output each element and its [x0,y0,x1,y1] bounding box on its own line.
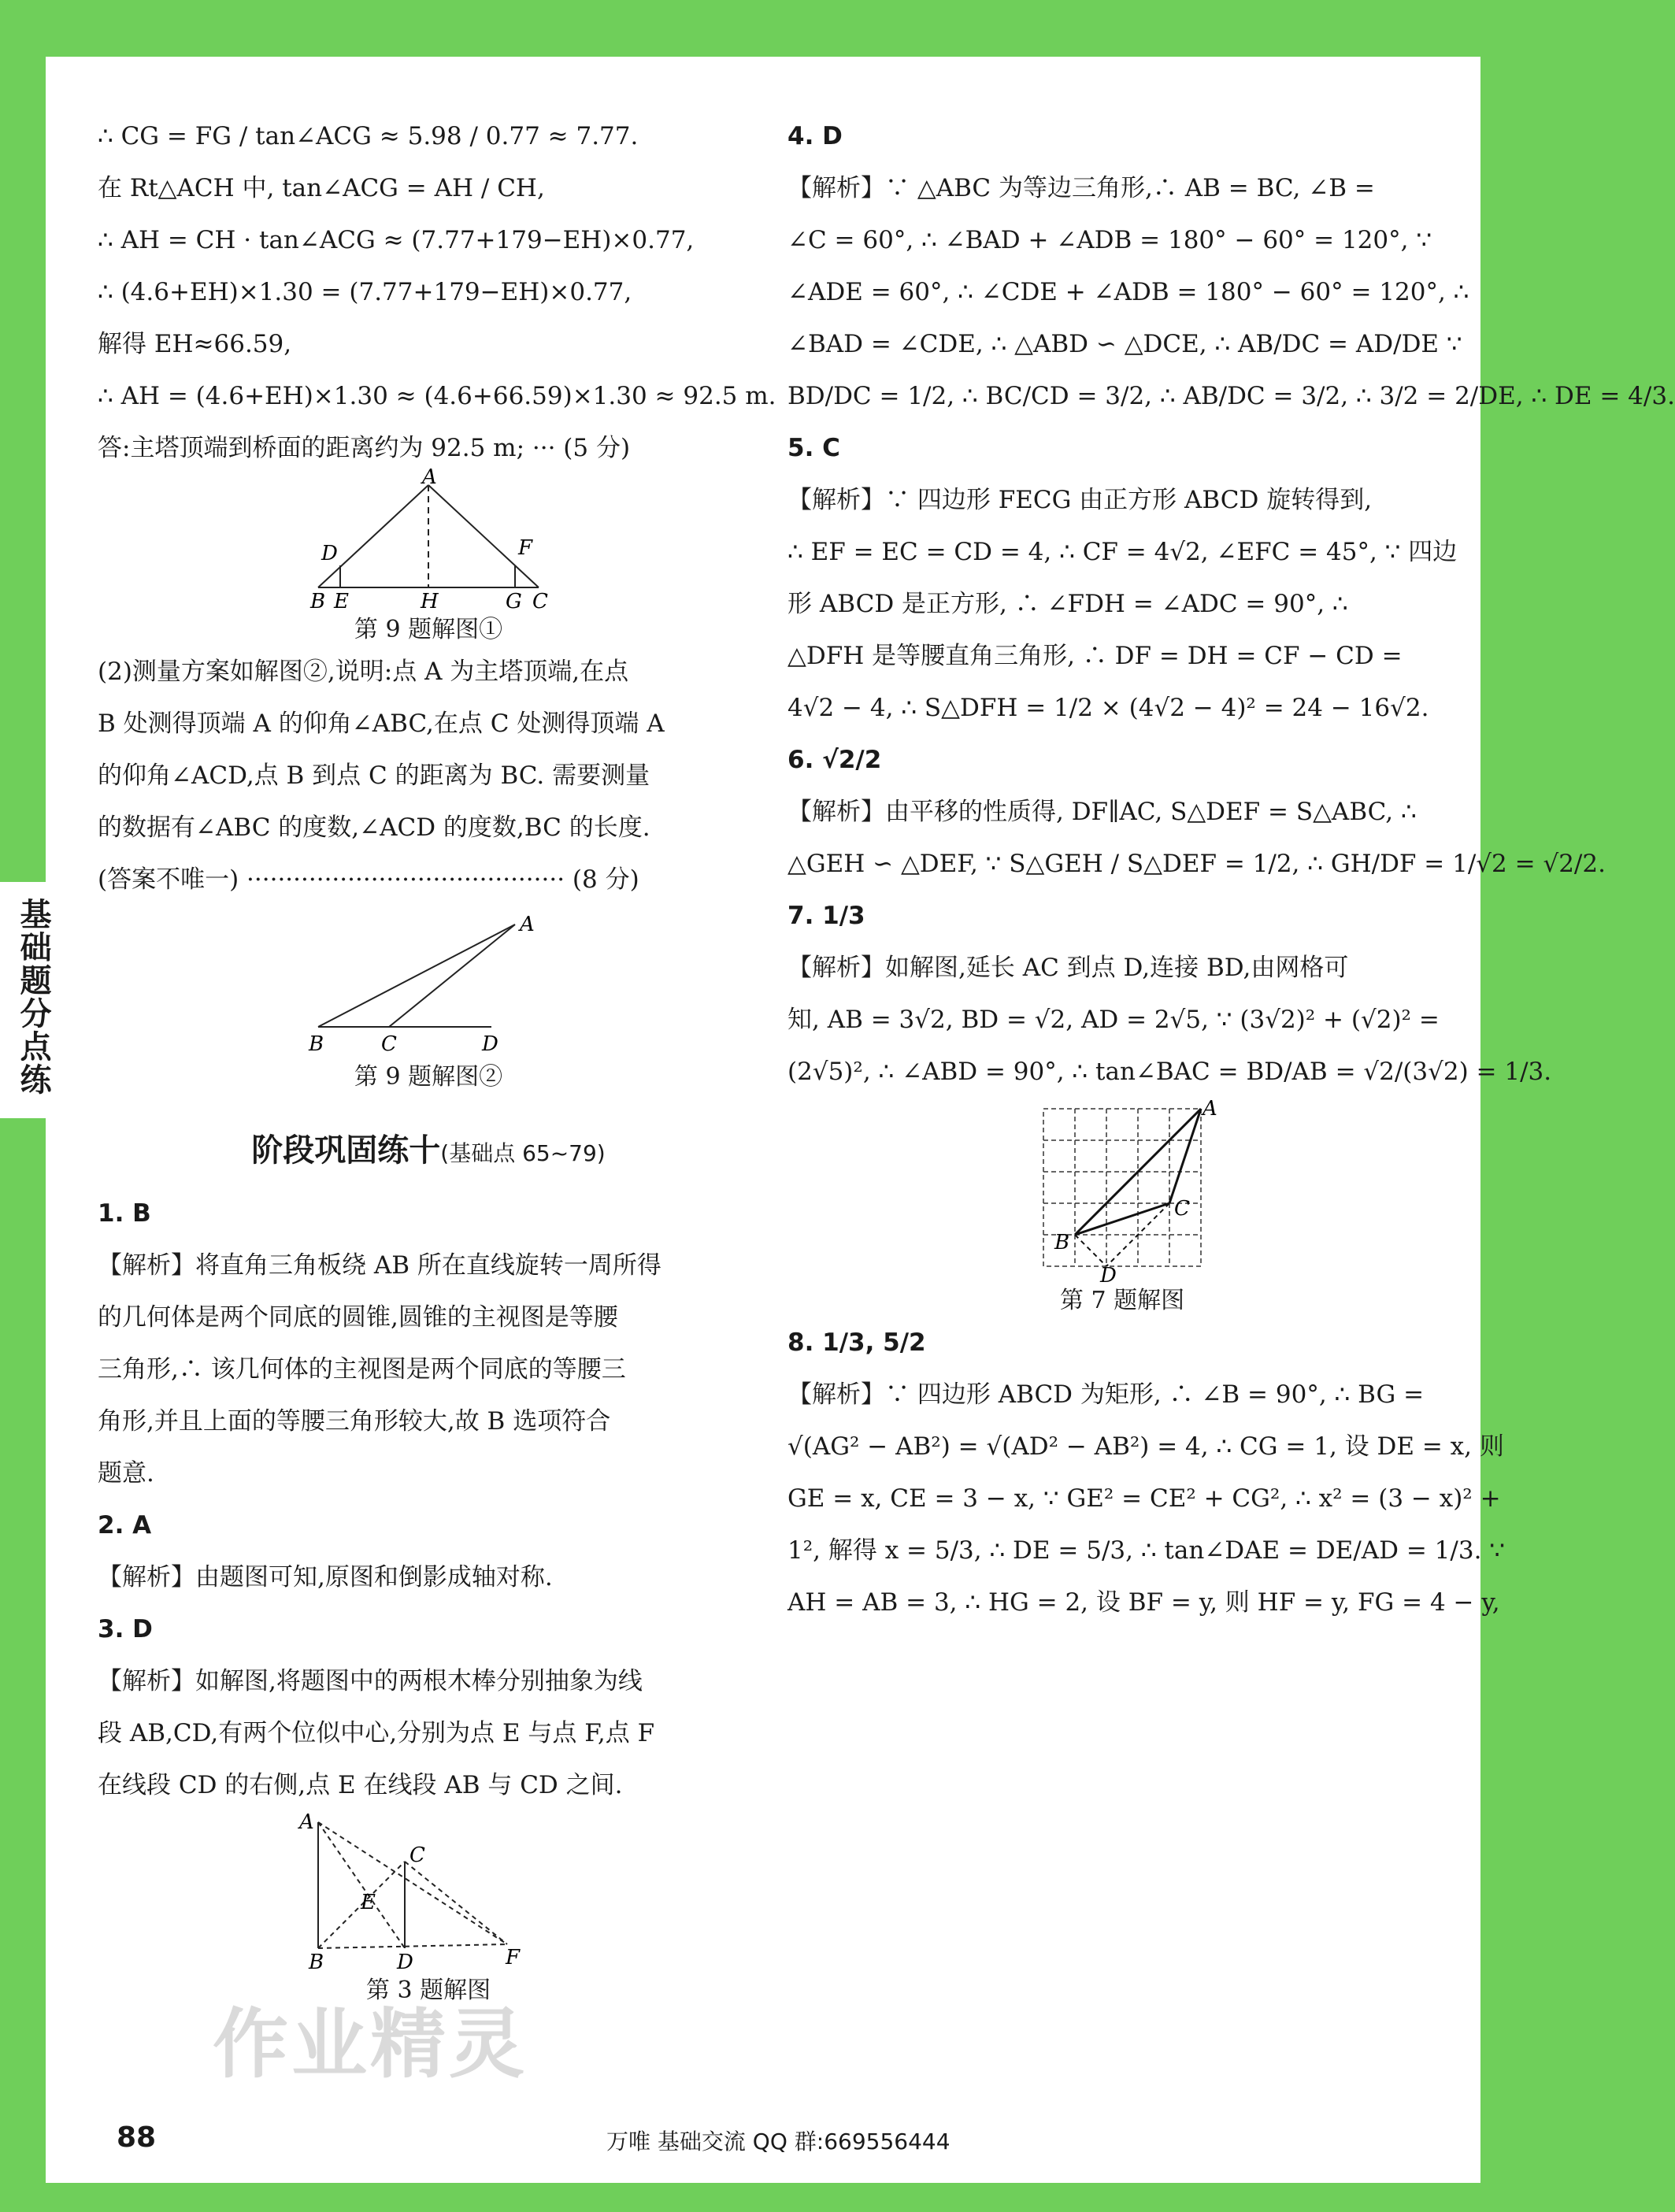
text-line: 解得 EH≈66.59, [98,330,292,358]
label-c: C [532,590,548,613]
text-line: 【解析】∵ 四边形 FECG 由正方形 ABCD 旋转得到, [787,486,1373,514]
text-line: ∴ AH = CH · tan∠ACG ≈ (7.77+179−EH)×0.77, [98,226,695,254]
figure-3 [295,1810,562,1974]
text-line: 4√2 − 4, ∴ S△DFH = 1/2 × (4√2 − 4)² = 24 − 16√2. [787,694,1429,722]
label-e: E [334,590,349,613]
answer-heading: 1. B [98,1199,151,1228]
label-b: B [309,1032,324,1056]
text-line: 【解析】∵ △ABC 为等边三角形,∴ AB = BC, ∠B = [787,174,1375,202]
answer-heading: 7. 1/3 [787,902,865,930]
label-b: B [1054,1231,1070,1254]
text-line: 在线段 CD 的右侧,点 E 在线段 AB 与 CD 之间. [98,1771,623,1799]
label-b: B [309,1951,324,1974]
text-line: 答:主塔顶端到桥面的距离约为 92.5 m; ··· (5 分) [98,434,631,462]
text-line: ∠BAD = ∠CDE, ∴ △ABD ∽ △DCE, ∴ AB/DC = AD/DE ∵ [787,330,1462,358]
figure-caption: 第 9 题解图① [354,616,503,643]
section-title-text: 阶段巩固练十 [251,1132,441,1169]
watermark: 作业精灵 [213,2000,528,2088]
figure-9-1 [302,465,554,613]
label-d: D [321,542,338,565]
label-d: D [482,1032,498,1056]
text-line: B 处测得顶端 A 的仰角∠ABC,在点 C 处测得顶端 A [98,710,665,738]
answer-heading: 2. A [98,1511,152,1540]
label-g: G [506,590,522,613]
label-c: C [381,1032,397,1056]
page-footer [0,2117,1510,2164]
side-tab [0,882,57,1118]
figure-caption: 第 3 题解图 [365,1977,491,2004]
text-line: (答案不唯一) ········································· (8 分) [98,865,639,894]
text-line: GE = x, CE = 3 − x, ∵ GE² = CE² + CG², ∴ x² = (3 − x)² + [787,1484,1501,1513]
text-line: ∠ADE = 60°, ∴ ∠CDE + ∠ADB = 180° − 60° = 120°, ∴ [787,278,1469,306]
answer-heading: 3. D [98,1615,153,1643]
text-line: (2)测量方案如解图②,说明:点 A 为主塔顶端,在点 [98,658,629,686]
label-d: D [1100,1264,1117,1288]
right-column [787,110,1675,1628]
text-line: 在 Rt△ACH 中, tan∠ACG = AH / CH, [98,174,545,202]
text-line: 【解析】由题图可知,原图和倒影成轴对称. [98,1563,553,1591]
text-line: 角形,并且上面的等腰三角形较大,故 B 选项符合 [98,1407,611,1436]
text-line: △DFH 是等腰直角三角形, ∴ DF = DH = CF − CD = [787,642,1403,670]
text-line: 的几何体是两个同底的圆锥,圆锥的主视图是等腰 [98,1303,618,1332]
label-h: H [421,590,439,613]
label-a: A [520,913,535,936]
text-line: ∠C = 60°, ∴ ∠BAD + ∠ADB = 180° − 60° = 120°, ∵ [787,226,1432,254]
footer-text: 万唯 基础交流 QQ 群:669556444 [606,2129,951,2155]
figure-7-grid [1028,1097,1217,1288]
text-line: 题意. [98,1459,154,1488]
text-line: (2√5)², ∴ ∠ABD = 90°, ∴ tan∠BAC = BD/AB = √2/(3√2) = 1/3. [787,1058,1552,1086]
answer-heading: 4. D [787,122,843,150]
text-line: 【解析】如解图,延长 AC 到点 D,连接 BD,由网格可 [787,954,1349,982]
text-line: 1², 解得 x = 5/3, ∴ DE = 5/3, ∴ tan∠DAE = DE/AD = 1/3. ∵ [787,1536,1506,1565]
text-line: △GEH ∽ △DEF, ∵ S△GEH / S△DEF = 1/2, ∴ GH/DF = 1/√2 = √2/2. [787,850,1606,878]
side-tab-label: 基础题分点练 [15,898,51,1096]
section-subtitle: (基础点 65~79) [440,1140,606,1166]
answer-heading: 5. C [787,434,840,462]
figure-caption: 第 9 题解图② [354,1063,503,1091]
text-line: 【解析】∵ 四边形 ABCD 为矩形, ∴ ∠B = 90°, ∴ BG = [787,1380,1425,1409]
label-b: B [310,590,326,613]
text-line: √(AG² − AB²) = √(AD² − AB²) = 4, ∴ CG = 1, 设 DE = x, 则 [787,1432,1504,1461]
label-a: A [299,1810,314,1834]
text-line: ∴ (4.6+EH)×1.30 = (7.77+179−EH)×0.77, [98,278,632,306]
label-c: C [1174,1197,1190,1221]
left-column [98,110,776,2006]
label-a: A [422,465,437,489]
text-line: 知, AB = 3√2, BD = √2, AD = 2√5, ∵ (3√2)² + (√2)² = [787,1006,1440,1034]
text-line: ∴ EF = EC = CD = 4, ∴ CF = 4√2, ∠EFC = 45°, ∵ 四边 [787,538,1458,566]
text-line: 【解析】由平移的性质得, DF∥AC, S△DEF = S△ABC, ∴ [787,798,1417,826]
label-f: F [506,1946,521,1969]
label-e: E [361,1891,376,1914]
text-line: 的数据有∠ABC 的度数,∠ACD 的度数,BC 的长度. [98,813,650,842]
text-line: 【解析】如解图,将题图中的两根木棒分别抽象为线 [98,1667,643,1695]
page-number: 88 [117,2121,157,2154]
text-line: 段 AB,CD,有两个位似中心,分别为点 E 与点 F,点 F [98,1719,655,1747]
section-title [98,1125,759,1180]
answer-heading: 6. √2/2 [787,746,882,774]
label-a: A [1203,1097,1217,1121]
label-d: D [397,1951,413,1974]
text-line: AH = AB = 3, ∴ HG = 2, 设 BF = y, 则 HF = y, FG = 4 − y, [787,1588,1500,1617]
figure-9-2 [302,909,554,1058]
label-f: F [518,536,533,560]
answer-heading: 8. 1/3, 5/2 [787,1328,926,1357]
label-c: C [409,1843,425,1867]
figure-caption: 第 7 题解图 [1059,1287,1185,1314]
text-line: ∴ AH = (4.6+EH)×1.30 ≈ (4.6+66.59)×1.30 ≈ 92.5 m. [98,382,776,410]
text-line: BD/DC = 1/2, ∴ BC/CD = 3/2, ∴ AB/DC = 3/2, ∴ 3/2 = 2/DE, ∴ DE = 4/3. [787,382,1675,410]
text-line: 三角形,∴ 该几何体的主视图是两个同底的等腰三 [98,1355,626,1384]
text-line: 的仰角∠ACD,点 B 到点 C 的距离为 BC. 需要测量 [98,761,650,790]
text-line: 形 ABCD 是正方形, ∴ ∠FDH = ∠ADC = 90°, ∴ [787,590,1348,618]
text-line: ∴ CG = FG / tan∠ACG ≈ 5.98 / 0.77 ≈ 7.77. [98,122,639,150]
text-line: 【解析】将直角三角板绕 AB 所在直线旋转一周所得 [98,1251,661,1280]
